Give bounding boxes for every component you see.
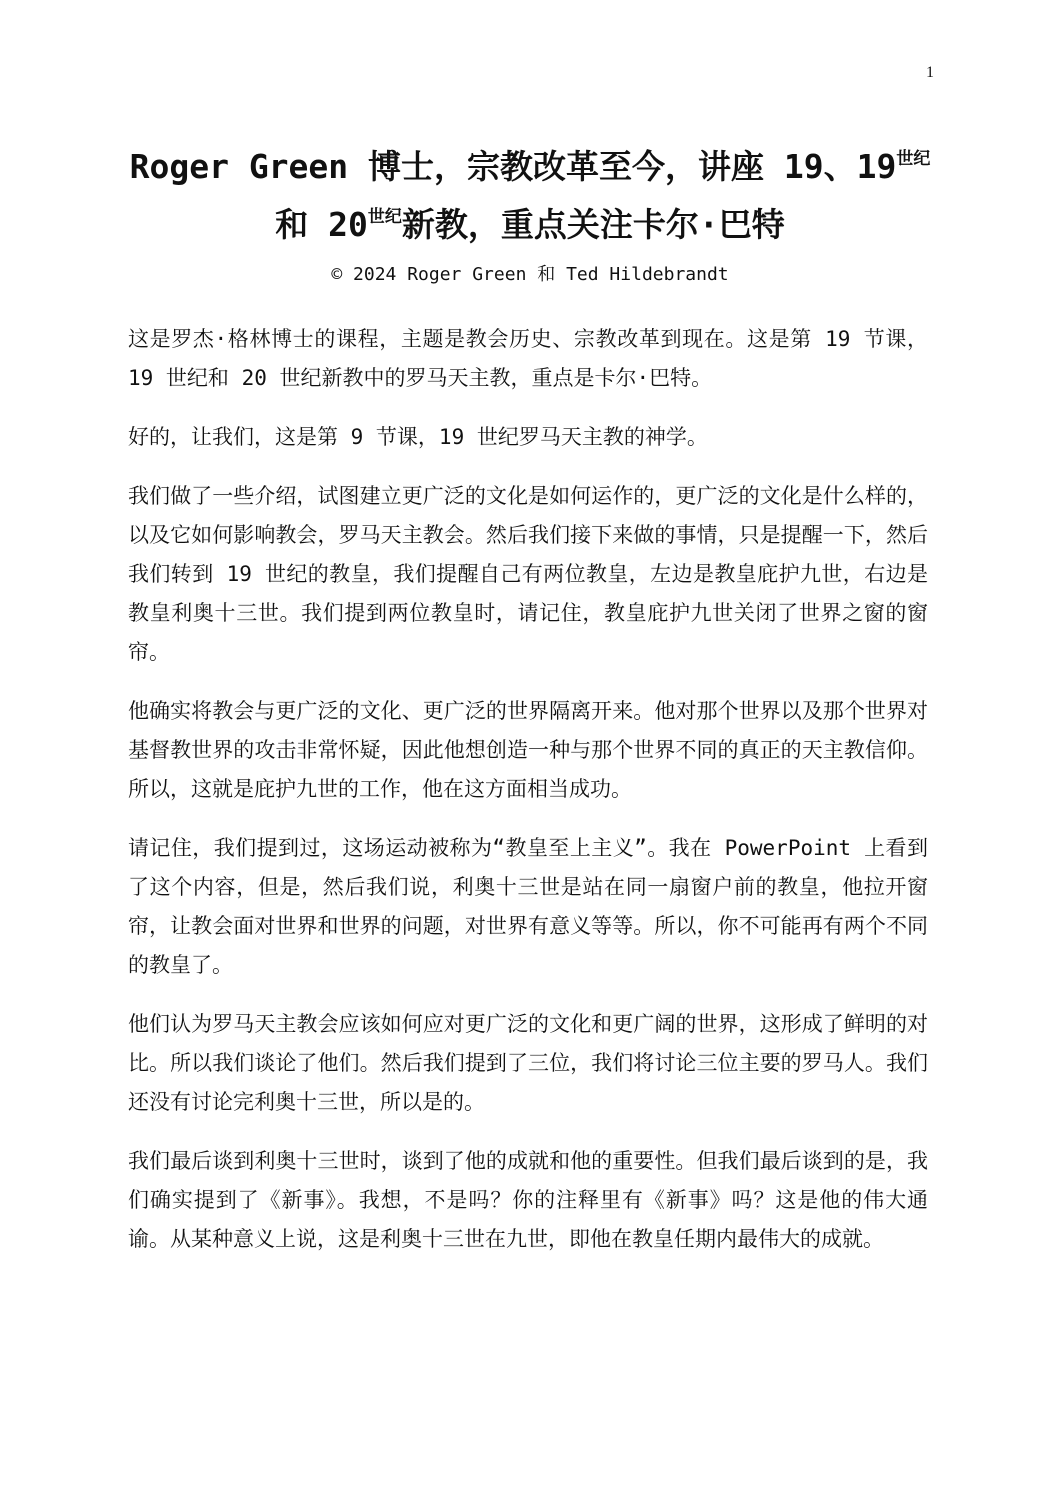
title-superscript-1: 世纪 [896, 149, 931, 169]
paragraph: 我们最后谈到利奥十三世时，谈到了他的成就和他的重要性。但我们最后谈到的是，我们确实提到了《新事》。我想，不是吗？你的注释里有《新事》吗？这是他的伟大通谕。从某种意义上说，这是利奥十三世在九世，即他在教皇任期内最伟大的成就。 [128, 1149, 928, 1251]
paragraph: 他确实将教会与更广泛的文化、更广泛的世界隔离开来。他对那个世界以及那个世界对基督教世界的攻击非常怀疑，因此他想创造一种与那个世界不同的真正的天主教信仰。所以，这就是庇护九世的工作，他在这方面相当成功。 [128, 699, 928, 801]
title-part-3: 新教，重点关注卡尔·巴特 [401, 205, 785, 244]
paragraph: 这是罗杰·格林博士的课程，主题是教会历史、宗教改革到现在。这是第 19 节课，19 世纪和 20 世纪新教中的罗马天主教，重点是卡尔·巴特。 [128, 327, 928, 390]
document-title [120, 138, 940, 254]
copyright-line: © 2024 Roger Green 和 Ted Hildebrandt [331, 264, 729, 285]
page-number: 1 [926, 64, 934, 81]
title-part-1: Roger Green 博士，宗教改革至今，讲座 19、19 [129, 147, 897, 186]
paragraph: 我们做了一些介绍，试图建立更广泛的文化是如何运作的，更广泛的文化是什么样的，以及它如何影响教会，罗马天主教会。然后我们接下来做的事情，只是提醒一下，然后我们转到 19 世纪的教皇，我们提醒自己有两位教皇，左边是教皇庇护九世，右边是教皇利奥十三世。我们提到两位教皇时，请记住，教皇庇护九世关闭了世界之窗的窗帘。 [128, 484, 928, 664]
body-content [128, 320, 928, 1279]
paragraph: 好的，让我们，这是第 9 节课，19 世纪罗马天主教的神学。 [128, 425, 708, 449]
paragraph: 请记住，我们提到过，这场运动被称为“教皇至上主义”。我在 PowerPoint 上看到了这个内容，但是，然后我们说，利奥十三世是站在同一扇窗户前的教皇，他拉开窗帘，让教会面对世界和世界的问题，对世界有意义等等。所以，你不可能再有两个不同的教皇了。 [128, 836, 928, 977]
title-part-2: 和 20 [275, 205, 368, 244]
title-superscript-2: 世纪 [367, 207, 402, 227]
paragraph: 他们认为罗马天主教会应该如何应对更广泛的文化和更广阔的世界，这形成了鲜明的对比。所以我们谈论了他们。然后我们提到了三位，我们将讨论三位主要的罗马人。我们还没有讨论完利奥十三世，所以是的。 [128, 1012, 928, 1114]
